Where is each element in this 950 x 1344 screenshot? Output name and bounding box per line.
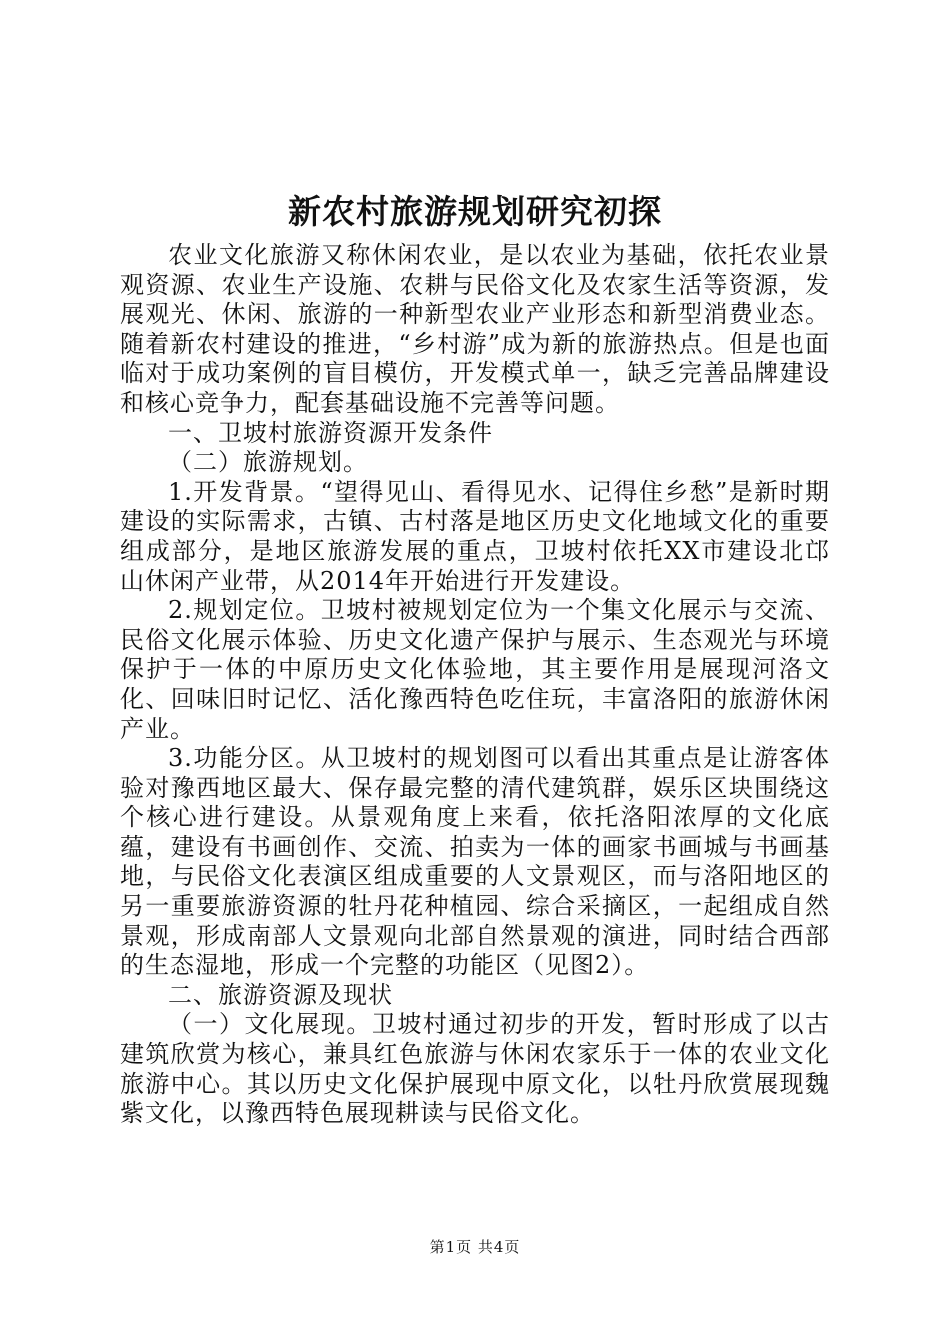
paragraph-zoning: 3.功能分区。从卫坡村的规划图可以看出其重点是让游客体验对豫西地区最大、保存最完整的清代建筑群，娱乐区块围绕这个核心进行建设。从景观角度上来看，依托洛阳浓厚的文化底蕴，建设有书画创作、交流、拍卖为一体的画家书画城与书画基地，与民俗文化表演区组成重要的人文景观区，而与洛阳地区的另一重要旅游资源的牡丹花种植园、综合采摘区，一起组成自然景观，形成南部人文景观向北部自然景观的演进，同时结合西部的生态湿地，形成一个完整的功能区（见图2）。 (120, 744, 830, 980)
paragraph-culture: （一）文化展现。卫坡村通过初步的开发，暂时形成了以古建筑欣赏为核心，兼具红色旅游与休闲农家乐于一体的农业文化旅游中心。其以历史文化保护展现中原文化，以牡丹欣赏展现魏紫文化，以豫西特色展现耕读与民俗文化。 (120, 1010, 830, 1128)
document-title: 新农村旅游规划研究初探 (288, 192, 662, 231)
subsection-heading-2: （二）旅游规划。 (168, 448, 368, 477)
page-footer: 第1页 共4页 (429, 1238, 521, 1256)
section-heading-2: 二、旅游资源及现状 (168, 980, 393, 1009)
paragraph-background: 1.开发背景。“望得见山、看得见水、记得住乡愁”是新时期建设的实际需求，古镇、古村落是地区历史文化地域文化的重要组成部分，是地区旅游发展的重点，卫坡村依托XX市建设北邙山休闲产业带，从2014年开始进行开发建设。 (120, 477, 830, 595)
paragraph-intro: 农业文化旅游又称休闲农业，是以农业为基础，依托农业景观资源、农业生产设施、农耕与民俗文化及农家生活等资源，发展观光、休闲、旅游的一种新型农业产业形态和新型消费业态。随着新农村建设的推进，“乡村游”成为新的旅游热点。但是也面临对于成功案例的盲目模仿，开发模式单一，缺乏完善品牌建设和核心竞争力，配套基础设施不完善等问题。 (120, 241, 830, 417)
section-heading-1: 一、卫坡村旅游资源开发条件 (168, 418, 493, 447)
paragraph-positioning: 2.规划定位。卫坡村被规划定位为一个集文化展示与交流、民俗文化展示体验、历史文化遗产保护与展示、生态观光与环境保护于一体的中原历史文化体验地，其主要作用是展现河洛文化、回味旧时记忆、活化豫西特色吃住玩，丰富洛阳的旅游休闲产业。 (120, 596, 830, 743)
